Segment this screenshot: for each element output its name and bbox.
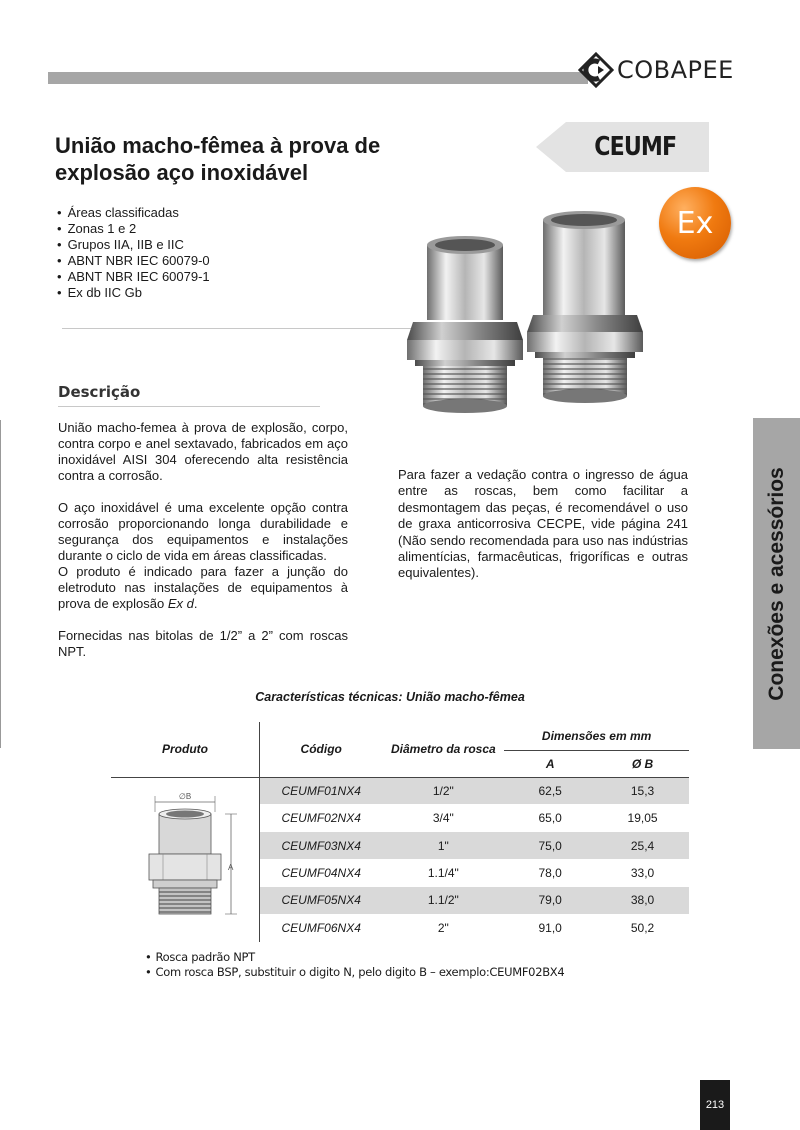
row-dim-a: 78,0 (538, 865, 562, 880)
ex-badge (659, 187, 731, 259)
description-paragraph: União macho-femea à prova de explosão, corpo, contra corpo e anel sextavado, fabricados em aço inoxidável AISI 304 oferecendo alta resistência contra a corrosão. (58, 420, 348, 483)
table-row (111, 777, 689, 804)
header-bar (48, 72, 588, 84)
description-paragraph (58, 564, 348, 612)
spec-table (111, 722, 689, 942)
row-code: CEUMF04NX4 (260, 859, 383, 886)
description-heading: Descrição (58, 383, 141, 401)
row-diameter: 1/2" (382, 777, 504, 804)
row-code: CEUMF02NX4 (260, 804, 383, 831)
row-dim-b: 38,0 (596, 887, 689, 914)
dimension-b-label: ∅B (178, 791, 192, 801)
description-paragraph: Fornecidas nas bitolas de 1/2” a 2” com roscas NPT. (58, 628, 348, 659)
list-item: • Ex db IIC Gb (57, 285, 210, 301)
row-code: CEUMF06NX4 (260, 914, 383, 941)
row-code: CEUMF01NX4 (260, 777, 383, 804)
brand-logo (578, 52, 748, 88)
ex-badge-label: Ex (676, 205, 714, 241)
header-diameter: Diâmetro da rosca (382, 722, 504, 777)
row-dim-a: 62,5 (504, 777, 596, 804)
row-diameter: 2" (437, 920, 449, 935)
product-code: CEUMF (594, 132, 677, 162)
description-paragraph-text: O produto é indicado para fazer a junção do eletroduto nas instalações de equipamentos à prova de explosão (58, 564, 348, 611)
row-dim-b: 19,05 (627, 811, 658, 826)
row-dim-a: 91,0 (538, 920, 562, 935)
left-margin-line (0, 420, 1, 748)
product-drawing-cell (111, 777, 260, 942)
row-diameter: 1" (382, 832, 504, 859)
header-b: Ø B (596, 750, 689, 777)
row-diameter: 3/4" (432, 811, 454, 826)
product-code-tag (536, 122, 709, 172)
note-item: • Com rosca BSP, substituir o digito N, pelo digito B – exemplo:CEUMF02BX4 (145, 965, 564, 980)
feature-list (57, 205, 210, 301)
header-code: Código (260, 722, 383, 777)
list-item: • ABNT NBR IEC 60079-1 (57, 269, 210, 285)
section-side-tab-label: Conexões e acessórios (764, 466, 788, 701)
dimension-a-label: A (228, 862, 234, 872)
header-a: A (504, 750, 596, 777)
list-item: • Grupos IIA, IIB e IIC (57, 237, 210, 253)
cobapee-diamond-logo-icon (578, 52, 614, 88)
row-dim-b: 33,0 (630, 865, 655, 880)
description-paragraph: O aço inoxidável é uma excelente opção contra corrosão proporcionando longa durabilidade e segurança dos equipamentos e instalações durante o ciclo de vida em áreas classificadas. (58, 500, 348, 563)
description-underline (58, 406, 320, 407)
description-text (58, 420, 348, 676)
list-item: • Zonas 1 e 2 (57, 221, 210, 237)
note-item: • Rosca padrão NPT (145, 950, 564, 965)
row-dim-b: 15,3 (596, 777, 689, 804)
row-dim-a: 75,0 (504, 832, 596, 859)
description-paragraph-end: . (193, 596, 198, 611)
row-dim-a: 79,0 (504, 887, 596, 914)
row-diameter: 1.1/4" (427, 865, 459, 880)
header-dimensions: Dimensões em mm (504, 722, 689, 750)
row-code: CEUMF05NX4 (260, 887, 383, 914)
row-diameter: 1.1/2" (382, 887, 504, 914)
page-number: 213 (700, 1080, 730, 1130)
ex-d-emphasis: Ex d (167, 596, 194, 611)
brand-name: COBAPEE (617, 56, 734, 84)
product-technical-drawing (111, 778, 259, 939)
table-title: Características técnicas: União macho-fêmea (255, 690, 525, 704)
section-side-tab (753, 418, 800, 749)
list-item: • Áreas classificadas (57, 205, 210, 221)
description-paragraph-right: Para fazer a vedação contra o ingresso de água entre as roscas, bem como facilitar a desmontagem das peças, é recomendável o uso de graxa anticorrosiva CECPE, vide página 241 (Não sendo recomendada para uso nas indústrias alimentícias, farmacêuticas, frigoríficas e outras equivalentes). (398, 467, 688, 581)
row-code: CEUMF03NX4 (260, 832, 383, 859)
product-photo (405, 200, 650, 420)
divider (62, 328, 412, 329)
row-dim-b: 25,4 (596, 832, 689, 859)
row-dim-a: 65,0 (538, 811, 562, 826)
row-dim-b: 50,2 (630, 920, 655, 935)
list-item: • ABNT NBR IEC 60079-0 (57, 253, 210, 269)
table-notes (145, 950, 564, 979)
header-product: Produto (111, 722, 260, 777)
page-title: União macho-fêmea à prova de explosão aço inoxidável (55, 133, 381, 185)
